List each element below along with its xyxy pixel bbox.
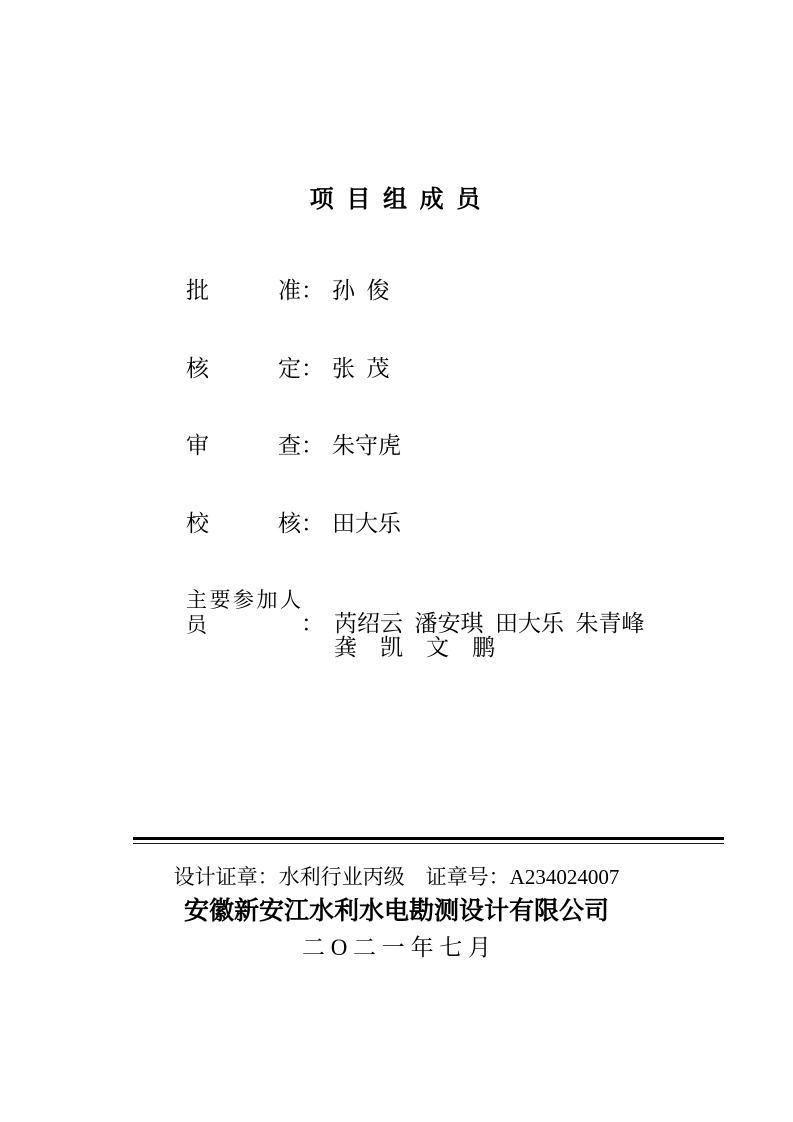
role-label-approver: 批准: [186, 277, 301, 303]
roster-row-verifier: [163, 327, 390, 410]
roster-row-approver: [163, 249, 390, 332]
participants-names-line2: 龚 凯 文 鹏: [334, 634, 495, 660]
company-name: 安徽新安江水利水电勘测设计有限公司: [183, 898, 609, 925]
participants-label: 主要参加人员: [186, 587, 301, 637]
roster-row-participants-continued: [311, 606, 495, 689]
reviewer-names: 朱守虎: [332, 432, 401, 458]
role-colon: ：: [301, 510, 324, 536]
role-colon: ：: [301, 432, 324, 458]
checker-names: 田大乐: [332, 510, 401, 536]
approver-names: 孙 俊: [332, 277, 390, 303]
role-label-checker: 校核: [186, 510, 301, 536]
participants-names-line1: 芮绍云 潘安琪 田大乐 朱青峰: [334, 611, 645, 637]
footer-double-rule: [133, 837, 724, 844]
role-colon: ：: [301, 355, 324, 381]
roster-row-reviewer: [163, 404, 401, 487]
role-label-reviewer: 审查: [186, 432, 301, 458]
role-label-verifier: 核定: [186, 355, 301, 381]
design-certificate-line: 设计证章：水利行业丙级 证章号：A234024007: [173, 865, 620, 889]
page-title: 项 目 组 成 员: [309, 186, 484, 213]
verifier-names: 张 茂: [332, 355, 390, 381]
roster-row-checker: [163, 482, 401, 565]
role-colon: ：: [301, 277, 324, 303]
role-colon: ：: [301, 611, 324, 637]
publication-date: 二 O 二 一 年 七 月: [301, 935, 492, 960]
